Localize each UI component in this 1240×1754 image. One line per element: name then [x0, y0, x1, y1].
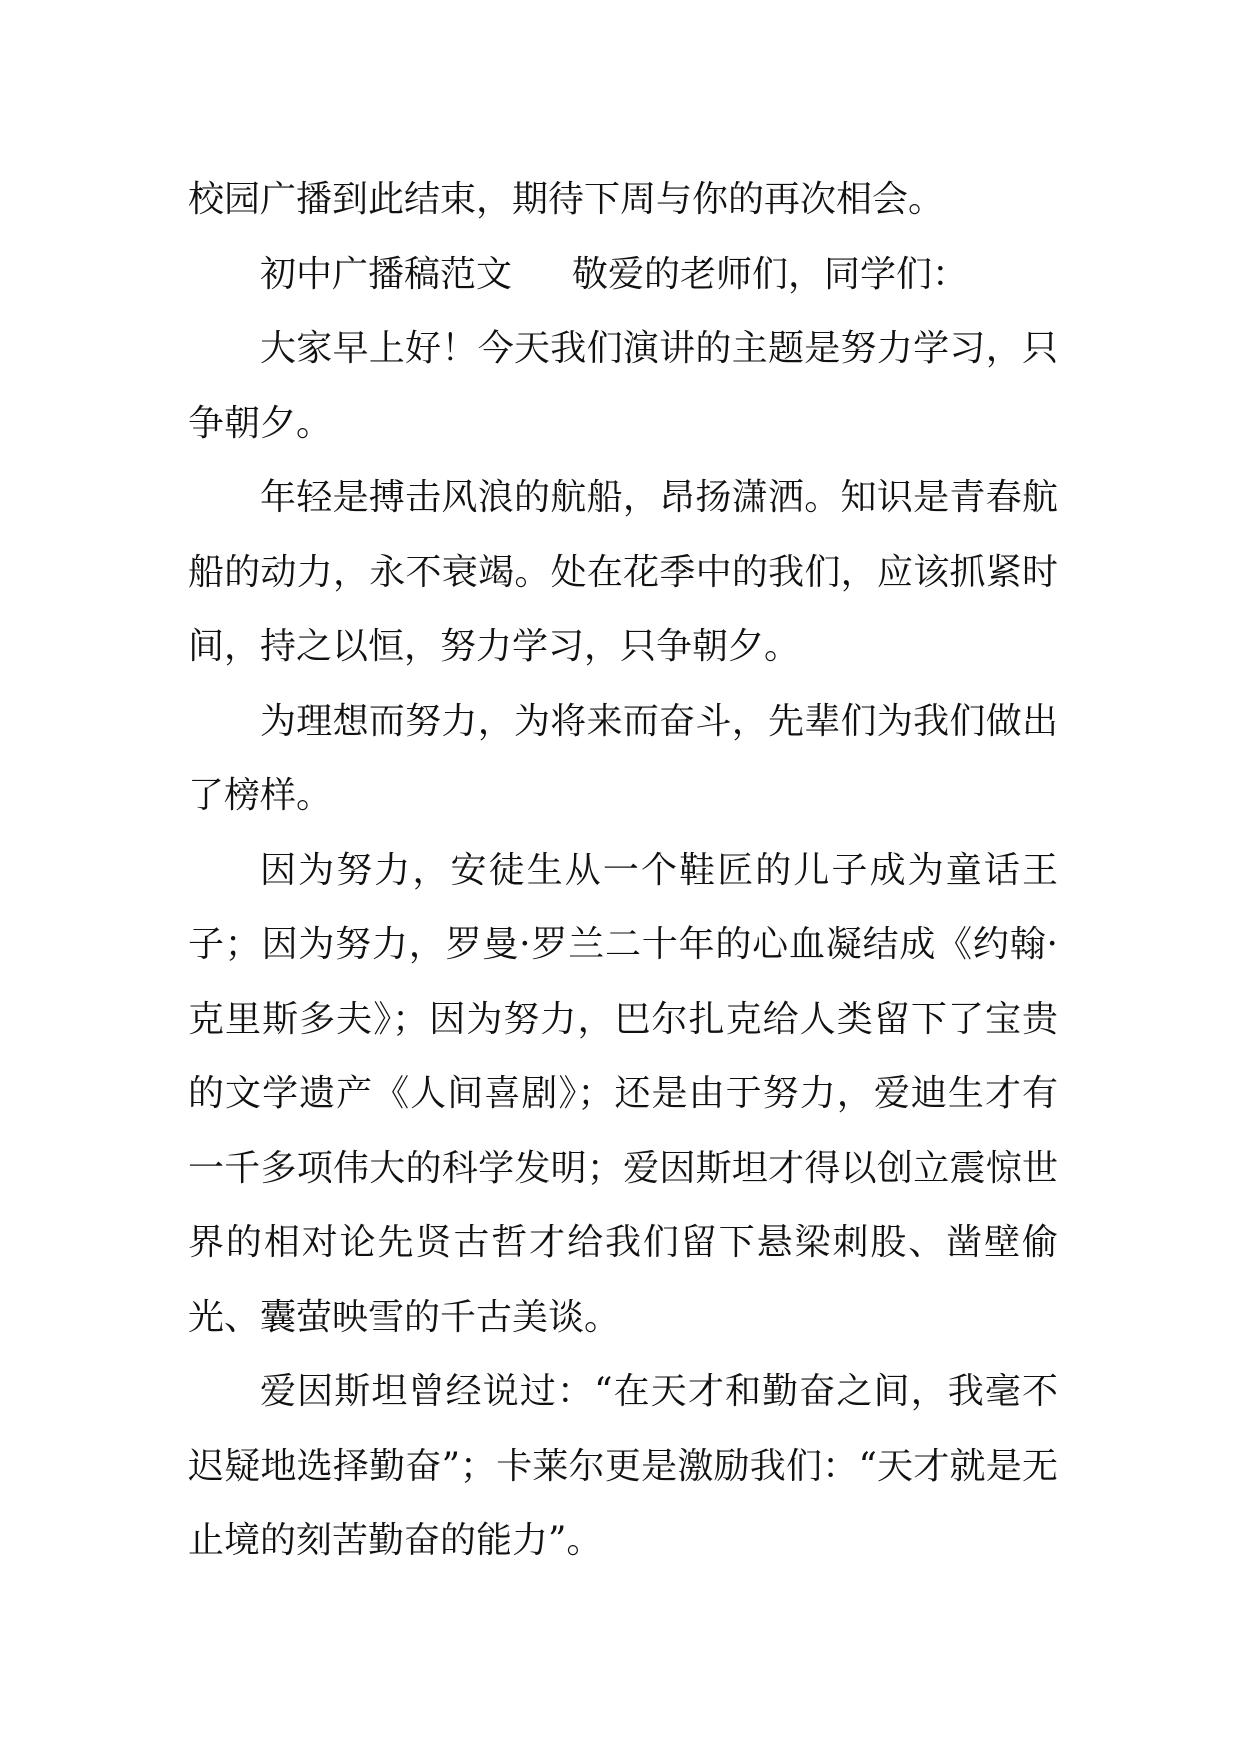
paragraph-examples: 因为努力，安徒生从一个鞋匠的儿子成为童话王子；因为努力，罗曼·罗兰二十年的心血凝结成《约翰·克里斯多夫》；因为努力，巴尔扎克给人类留下了宝贵的文学遗产《人间喜剧》；还是由于努力，爱迪生才有一千多项伟大的科学发明；爱因斯坦才得以创立震惊世界的相对论先贤古哲才给我们留下悬梁刺股、凿壁偷光、囊萤映雪的千古美谈。	[188, 849, 1058, 1338]
paragraph-youth: 年轻是搏击风浪的航船，昂扬潇洒。知识是青春航船的动力，永不衰竭。处在花季中的我们，应该抓紧时间，持之以恒，努力学习，只争朝夕。	[188, 477, 1058, 667]
document-body	[188, 163, 1058, 1579]
paragraph-quotes: 爱因斯坦曾经说过：“在天才和勤奋之间，我毫不迟疑地选择勤奋”；卡莱尔更是激励我们：“天才就是无止境的刻苦勤奋的能力”。	[188, 1371, 1058, 1561]
paragraph-closing: 校园广播到此结束，期待下周与你的再次相会。	[188, 179, 945, 220]
paragraph-title-greeting	[188, 238, 1058, 313]
essay-title: 初中广播稿范文	[260, 253, 513, 295]
paragraph-ideals: 为理想而努力，为将来而奋斗，先辈们为我们做出了榜样。	[188, 700, 1058, 816]
paragraph-topic: 大家早上好！今天我们演讲的主题是努力学习，只争朝夕。	[188, 328, 1058, 444]
greeting: 敬爱的老师们，同学们：	[572, 253, 969, 295]
